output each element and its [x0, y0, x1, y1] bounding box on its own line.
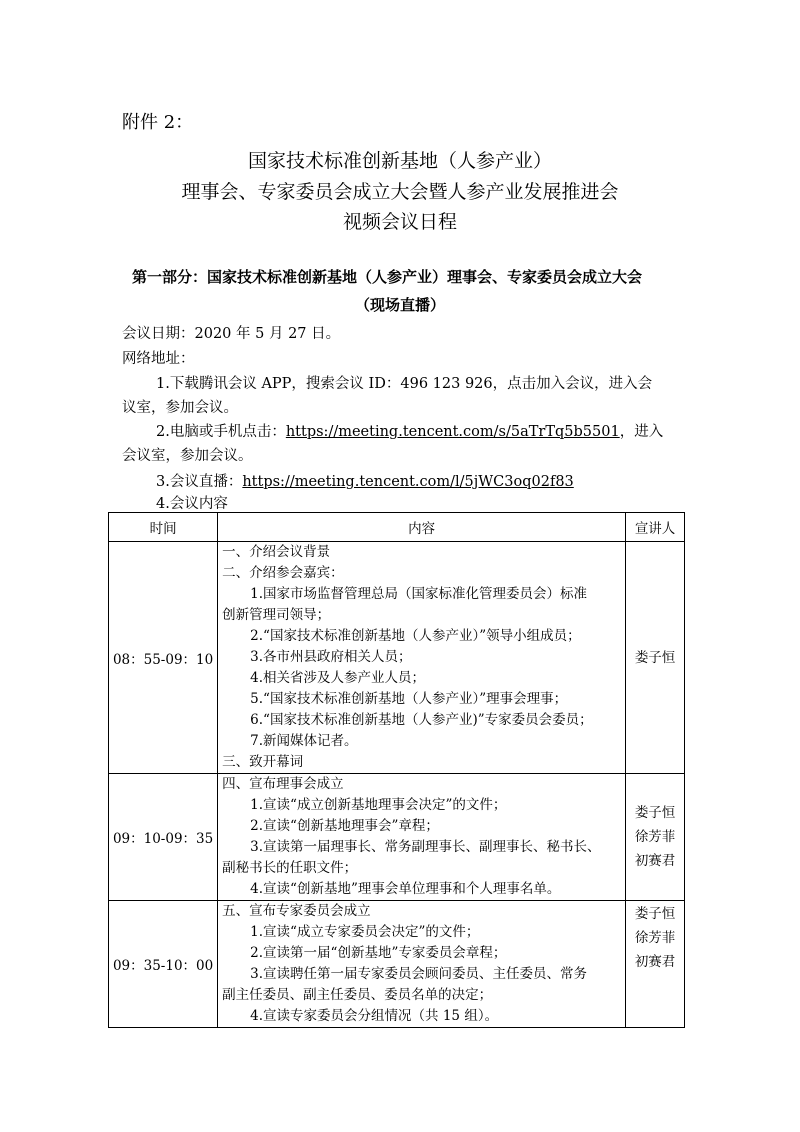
- section-subtitle: （现场直播）: [354, 296, 445, 314]
- table-row: [109, 542, 685, 774]
- content-line: 5.“国家技术标准创新基地（人参产业）”理事会理事；: [250, 691, 568, 707]
- table-header-row: [109, 513, 685, 542]
- content-line: 2.宣读第一届“创新基地”专家委员会章程；: [250, 945, 507, 961]
- title-line-1: 国家技术标准创新基地（人参产业）: [247, 150, 552, 172]
- content-line: 3.各市州县政府相关人员；: [250, 649, 412, 665]
- join-instruction-link: [156, 420, 663, 441]
- row-content: [218, 774, 626, 901]
- join-link-suffix: ，进入: [619, 424, 664, 440]
- title-line-2: 理事会、专家委员会成立大会暨人参产业发展推进会: [181, 181, 619, 203]
- section-title: 第一部分：国家技术标准创新基地（人参产业）理事会、专家委员会成立大会: [132, 268, 643, 286]
- speaker-name: 徐芳菲: [634, 930, 676, 946]
- row-speaker: [626, 901, 685, 1028]
- content-line: 3.宣读聘任第一届专家委员会顾问委员、主任委员、常务: [250, 966, 588, 982]
- join-instruction-app: 1.下载腾讯会议 APP，搜索会议 ID：496 123 926，点击加入会议，进入会: [156, 376, 653, 392]
- content-line: 创新管理司领导；: [222, 607, 331, 623]
- content-line: 1.宣读“成立创新基地理事会决定”的文件；: [250, 797, 507, 813]
- content-line: 五、宣布专家委员会成立: [222, 903, 371, 919]
- live-stream-line: [156, 470, 574, 491]
- meeting-date: 会议日期：2020 年 5 月 27 日。: [122, 326, 341, 342]
- header-time: 时间: [109, 513, 218, 542]
- title-line-3: 视频会议日程: [342, 211, 457, 233]
- content-line: 2.“国家技术标准创新基地（人参产业）”领导小组成员；: [250, 628, 581, 644]
- speaker-name: 娄子恒: [634, 805, 676, 821]
- content-line: 4.相关省涉及人参产业人员；: [250, 670, 426, 686]
- content-line: 4.宣读专家委员会分组情况（共 15 组）。: [250, 1008, 499, 1024]
- live-stream-link[interactable]: https://meeting.tencent.com/l/5jWC3oq02f83: [242, 474, 574, 490]
- content-line: 1.宣读“成立专家委员会决定”的文件；: [250, 924, 480, 940]
- content-line: 四、宣布理事会成立: [222, 776, 344, 792]
- table-row: [109, 901, 685, 1028]
- speaker-name: 初赛君: [634, 853, 676, 869]
- row-time: 09：35-10：00: [109, 901, 218, 1028]
- content-line: 副秘书长的任职文件；: [222, 860, 358, 876]
- row-speaker: [626, 774, 685, 901]
- content-line: 副主任委员、副主任委员、委员名单的决定；: [222, 987, 493, 1003]
- row-content: [218, 542, 626, 774]
- join-link-prefix: 2.电脑或手机点击：: [156, 424, 286, 440]
- content-line: 7.新闻媒体记者。: [250, 733, 358, 749]
- speaker-name: 娄子恒: [634, 906, 676, 922]
- agenda-table: [108, 512, 685, 1028]
- speaker-name: 初赛君: [634, 954, 676, 970]
- table-row: [109, 774, 685, 901]
- content-line: 三、致开幕词: [222, 754, 304, 770]
- row-time: 09：10-09：35: [109, 774, 218, 901]
- content-line: 6.“国家技术标准创新基地（人参产业)”专家委员会委员；: [250, 712, 593, 728]
- speaker-name: 娄子恒: [634, 649, 676, 666]
- attachment-label: 附件 2：: [122, 112, 194, 133]
- content-line: 1.国家市场监督管理总局（国家标准化管理委员会）标准: [250, 586, 588, 602]
- row-speaker: [626, 542, 685, 774]
- content-line: 3.宣读第一届理事长、常务副理事长、副理事长、秘书长、: [250, 839, 601, 855]
- join-instruction-link-cont: 会议室，参加会议。: [122, 448, 253, 464]
- row-content: [218, 901, 626, 1028]
- live-stream-prefix: 3.会议直播：: [156, 474, 243, 490]
- content-line: 4.宣读“创新基地”理事会单位理事和个人理事名单。: [250, 881, 561, 897]
- network-label: 网络地址：: [122, 351, 195, 367]
- meeting-link[interactable]: https://meeting.tencent.com/s/5aTrTq5b5501: [285, 424, 620, 440]
- content-line: 二、介绍参会嘉宾：: [222, 565, 344, 581]
- meeting-content-label: 4.会议内容: [156, 496, 228, 512]
- header-content: 内容: [218, 513, 626, 542]
- join-instruction-app-cont: 议室，参加会议。: [122, 400, 238, 416]
- header-speaker: 宣讲人: [626, 513, 685, 542]
- content-line: 2.宣读“创新基地理事会”章程；: [250, 818, 439, 834]
- speaker-name: 徐芳菲: [634, 829, 676, 845]
- content-line: 一、介绍会议背景: [222, 544, 331, 560]
- row-time: 08：55-09：10: [109, 542, 218, 774]
